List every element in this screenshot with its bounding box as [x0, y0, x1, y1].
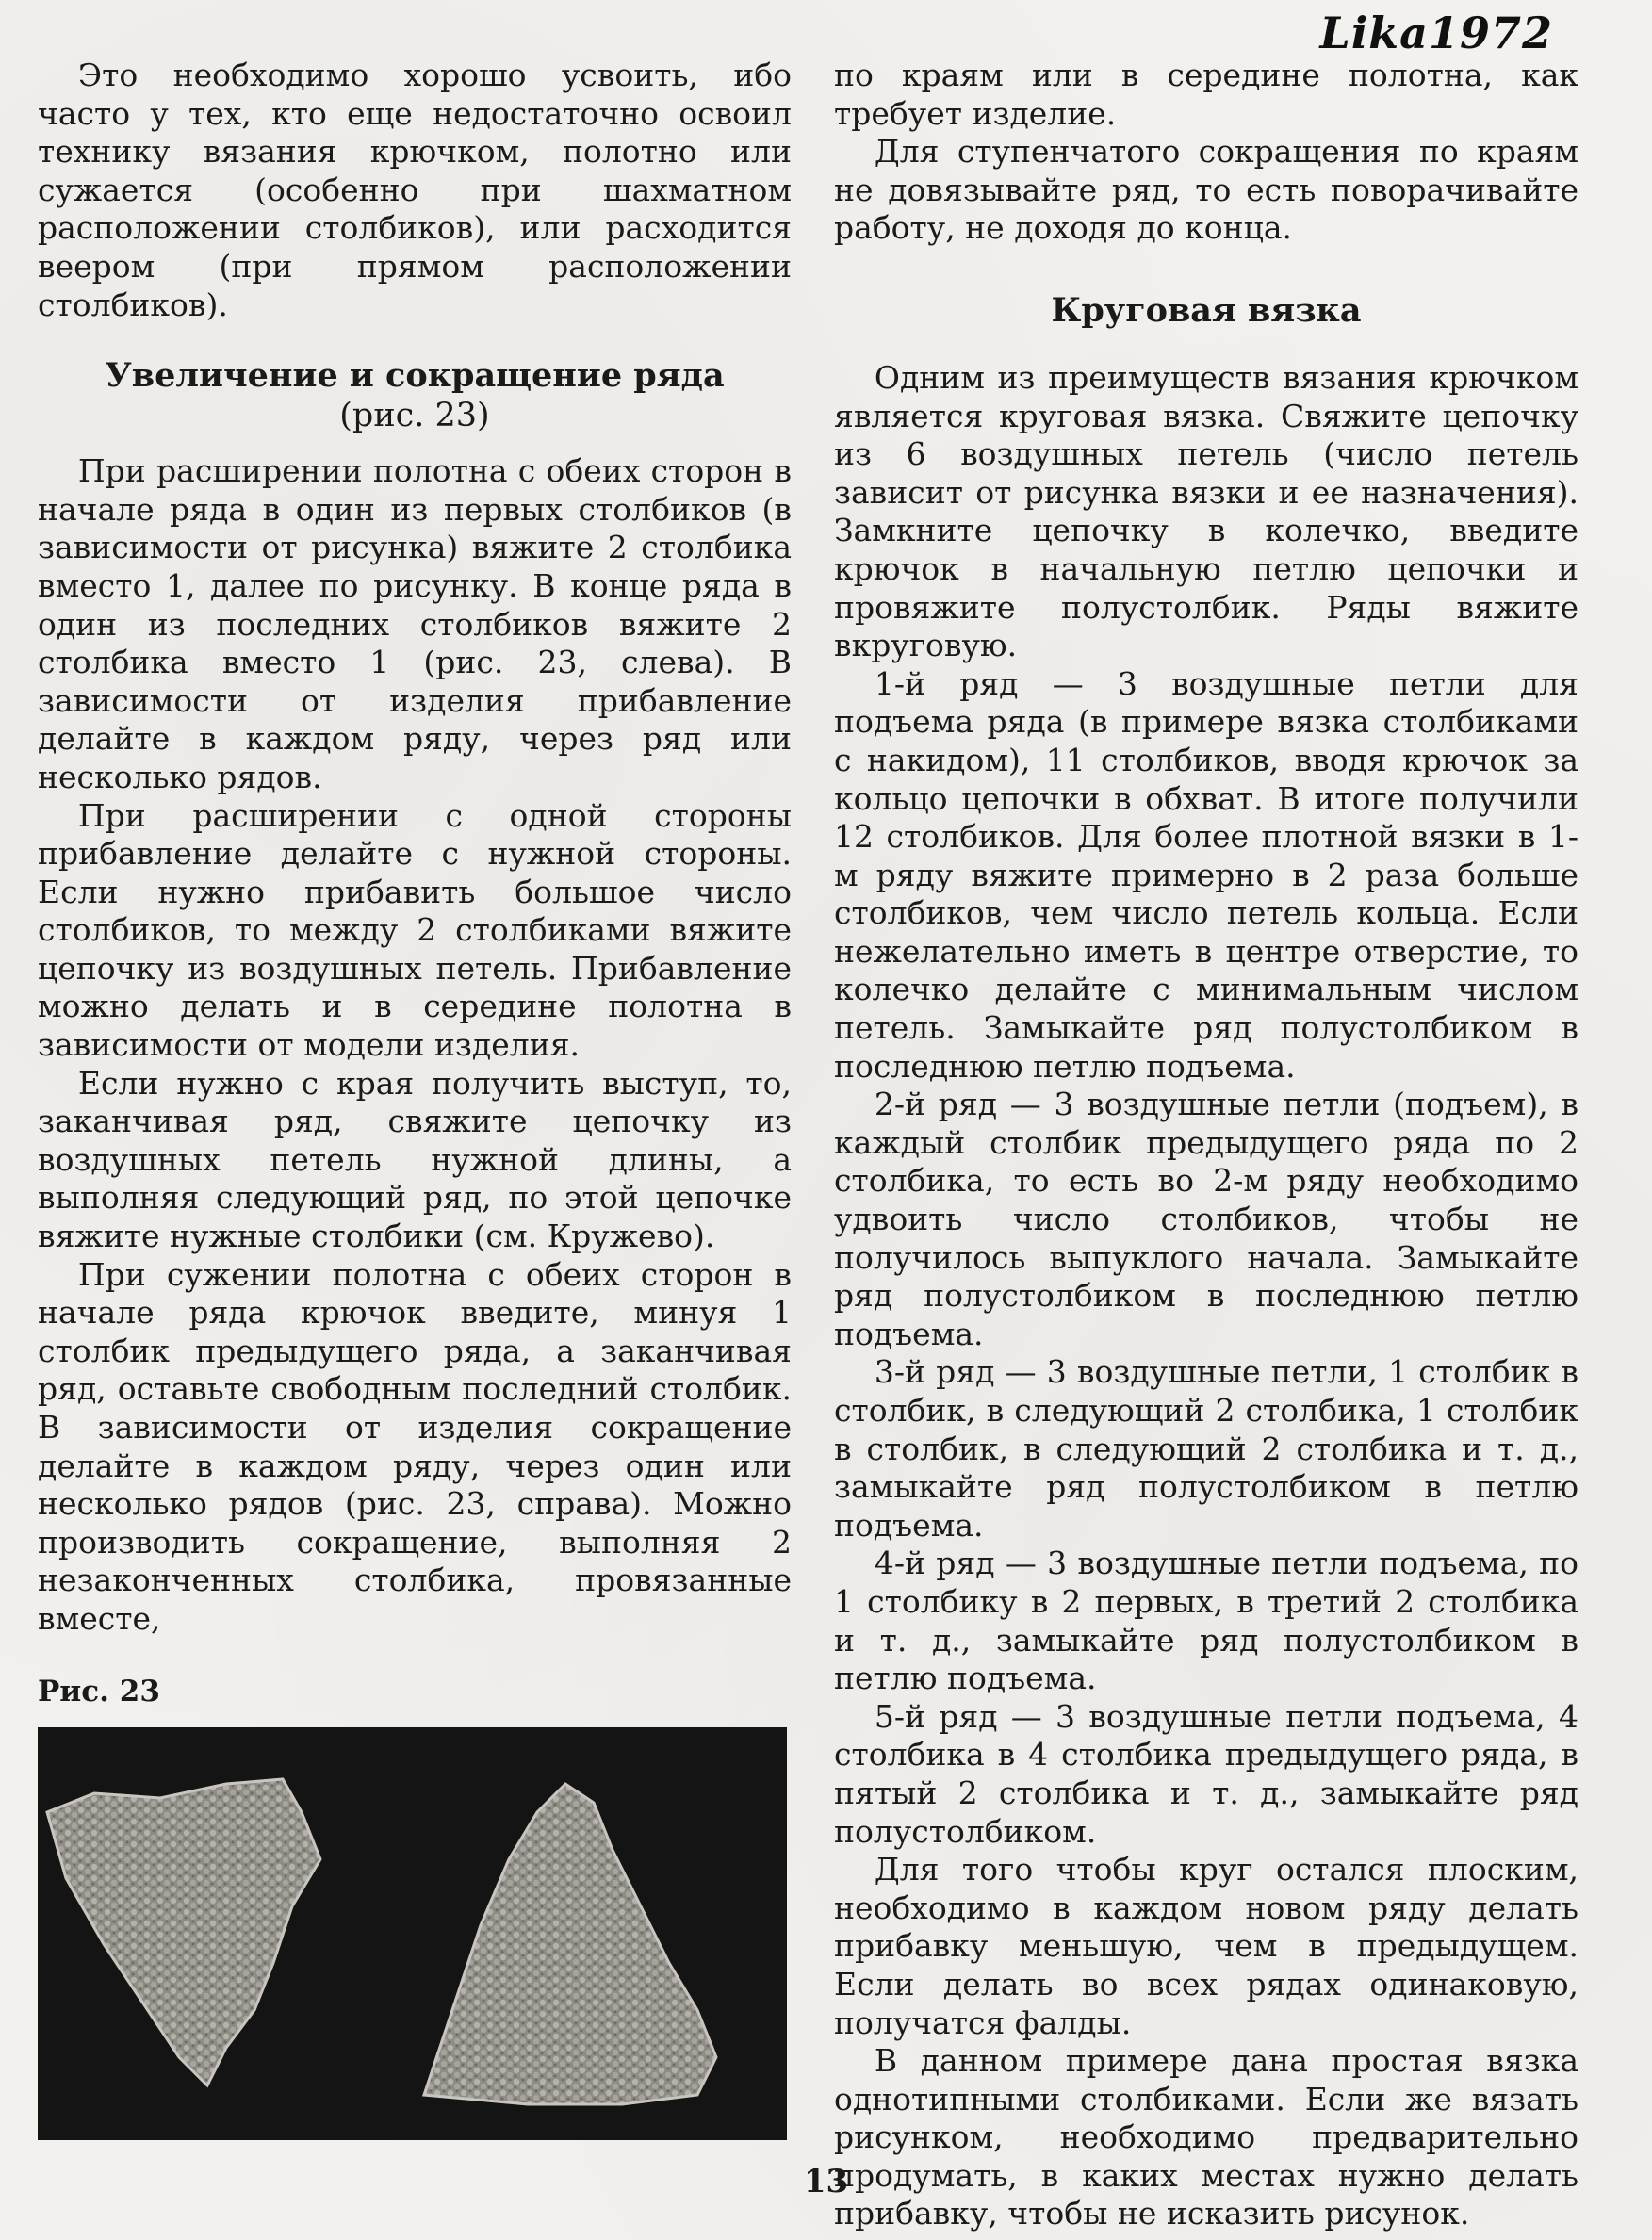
- paragraph: При расширении полотна с обеих сторон в начале ряда в один из первых столбиков (в зависимости от рисунка) вяжите 2 столбика вместо 1, далее по рисунку. В конце ряда в один из последних столбиков вяжите 2 столбика вместо 1 (рис. 23, слева). В зависимости от изделия прибавление делайте в каждом ряду, через ряд или несколько рядов.: [38, 452, 792, 795]
- paragraph: Одним из преимуществ вязания крючком является круговая вязка. Свяжите цепочку из 6 воздушных петель (число петель зависит от рисунка вязки и ее назначения). Замкните цепочку в колечко, введите крючок в начальную петлю цепочки и провяжите полустолбик. Ряды вяжите вкруговую.: [834, 358, 1578, 664]
- paragraph: При расширении с одной стороны прибавление делайте с нужной стороны. Если нужно прибавить большое число столбиков, то между 2 столбиками вяжите цепочку из воздушных петель. Прибавление можно делать и в середине полотна в зависимости от модели изделия.: [38, 796, 792, 1064]
- paragraph: 5-й ряд — 3 воздушные петли подъема, 4 столбика в 4 столбика предыдущего ряда, в пятый 2 столбика и т. д., замыкайте ряд полустолбиком.: [834, 1697, 1578, 1850]
- section-heading-circular: Круговая вязка: [1051, 290, 1362, 330]
- paragraph: При сужении полотна с обеих сторон в начале ряда крючок введите, минуя 1 столбик предыдущего ряда, а заканчивая ряд, оставьте свободным последний столбик. В зависимости от изделия сокращение делайте в каждом ряду, через один или несколько рядов (рис. 23, справа). Можно производить сокращение, выполняя 2 незаконченных столбика, провязанные вместе,: [38, 1255, 792, 1637]
- heading-figure-ref: (рис. 23): [339, 397, 490, 435]
- right-column: [834, 57, 1578, 2233]
- crochet-swatches-image: [38, 1727, 787, 2140]
- paragraph: 2-й ряд — 3 воздушные петли (подъем), в каждый столбик предыдущего ряда по 2 столбика, то есть во 2-м ряду необходимо удвоить число столбиков, чтобы не получилось выпуклого начала. Замыкайте ряд полустолбиком в последнюю петлю подъема.: [834, 1086, 1578, 1352]
- section-heading-increase-decrease: [38, 356, 792, 435]
- paragraph: Для того чтобы круг остался плоским, необходимо в каждом новом ряду делать прибавку меньшую, чем в предыдущем. Если делать во всех рядах одинаковую, получатся фалды.: [834, 1851, 1578, 2041]
- right-swatch: [424, 1784, 716, 2104]
- heading-title: Увеличение и сокращение ряда: [105, 356, 725, 396]
- paragraph: 1-й ряд — 3 воздушные петли для подъема ряда (в примере вязка столбиками с накидом), 11 столбиков, вводя крючок за кольцо цепочки в обхват. В итоге получили 12 столбиков. Для более плотной вязки в 1-м ряду вяжите примерно в 2 раза больше столбиков, чем число петель кольца. Если нежелательно иметь в центре отверстие, то колечко делайте с минимальным числом петель. Замыкайте ряд полустолбиком в последнюю петлю подъема.: [834, 664, 1578, 1085]
- left-swatch: [47, 1779, 320, 2085]
- intro-paragraph: Это необходимо хорошо усвоить, ибо часто у тех, кто еще недостаточно освоил технику вязания крючком, полотно или сужается (особенно при шахматном расположении столбиков), или расходится веером (при прямом расположении столбиков).: [38, 57, 792, 323]
- paragraph: Если нужно с края получить выступ, то, заканчивая ряд, свяжите цепочку из воздушных петель нужной длины, а выполняя следующий ряд, по этой цепочке вяжите нужные столбики (см. Кружево).: [38, 1064, 792, 1255]
- paragraph: Для ступенчатого сокращения по краям не довязывайте ряд, то есть поворачивайте работу, не доходя до конца.: [834, 133, 1578, 247]
- paragraph: 4-й ряд — 3 воздушные петли подъема, по 1 столбику в 2 первых, в третий 2 столбика и т. д., замыкайте ряд полустолбиком в петлю подъема.: [834, 1545, 1578, 1697]
- left-column: [38, 57, 792, 2140]
- figure-caption: Рис. 23: [38, 1674, 160, 1709]
- paragraph: В данном примере дана простая вязка однотипными столбиками. Если же вязать рисунком, необходимо предварительно продумать, в каких местах нужно делать прибавку, чтобы не исказить рисунок.: [834, 2042, 1578, 2232]
- continuation-paragraph: по краям или в середине полотна, как требует изделие.: [834, 57, 1578, 132]
- watermark: Lika1972: [1319, 8, 1553, 58]
- page-number: 13: [803, 2163, 849, 2200]
- figure-23-photo: [38, 1727, 787, 2140]
- paragraph: 3-й ряд — 3 воздушные петли, 1 столбик в столбик, в следующий 2 столбика, 1 столбик в столбик, в следующий 2 столбика и т. д., замыкайте ряд полустолбиком в петлю подъема.: [834, 1353, 1578, 1544]
